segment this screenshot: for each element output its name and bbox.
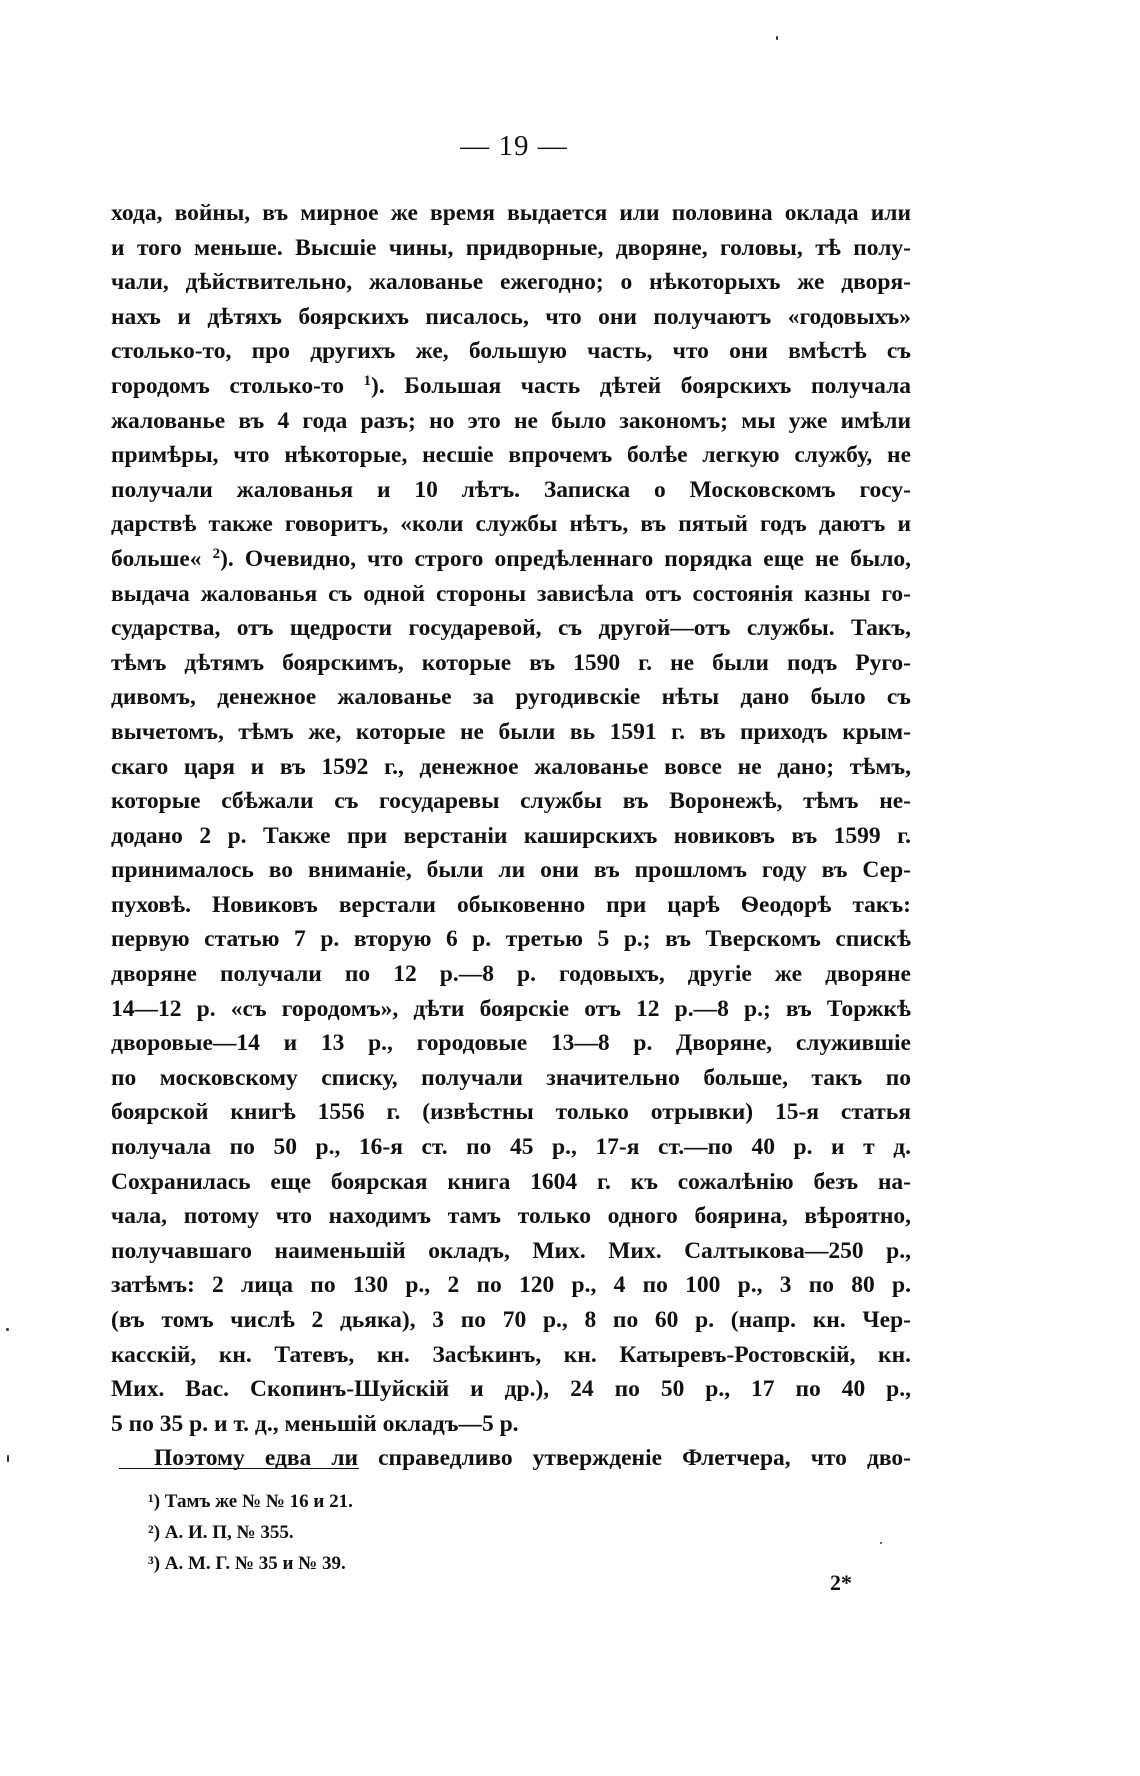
scan-speck [776, 36, 778, 40]
footnote-divider [119, 1468, 359, 1469]
text-line: вычетомъ, тѣмъ же, которые не были вь 1591 г. въ приходъ крым- [111, 718, 911, 745]
text-line: жалованье въ 4 года разъ; но это не было закономъ; мы уже имѣли [111, 407, 911, 434]
text-line: сударства, отъ щедрости государевой, съ другой—отъ службы. Такъ, [111, 615, 911, 642]
text-line: первую статью 7 р. вторую 6 р. третью 5 р.; въ Тверскомъ спискѣ [111, 926, 911, 953]
text-line [111, 542, 911, 577]
text-line: дарствѣ также говоритъ, «коли службы нѣтъ, въ пятый годъ даютъ и [111, 511, 911, 538]
text-line: затѣмъ: 2 лица по 130 р., 2 по 120 р., 4 по 100 р., 3 по 80 р. [111, 1272, 911, 1299]
text-line: (въ томъ числѣ 2 дьяка), 3 по 70 р., 8 по 60 р. (напр. кн. Чер- [111, 1307, 911, 1333]
footnote: ¹) Тамъ же № № 16 и 21. [148, 1491, 353, 1512]
text-line: дворяне получали по 12 р.—8 р. годовыхъ, другіе же дворяне [111, 961, 911, 988]
text-line: 5 по 35 р. и т. д., меньшій окладъ—5 р. [111, 1410, 519, 1437]
text-segment: городомъ столько-то [111, 372, 344, 399]
text-line: пуховѣ. Новиковъ верстали обыковенно при царѣ Ѳеодорѣ такъ: [111, 891, 911, 918]
text-line: скаго царя и въ 1592 г., денежное жалованье вовсе не дано; тѣмъ, [111, 753, 911, 780]
text-line: боярской книгѣ 1556 г. (извѣстны только отрывки) 15-я статья [111, 1099, 911, 1126]
text-line: которые сбѣжали съ государевы службы въ Воронежѣ, тѣмъ не- [111, 788, 911, 815]
scan-speck [7, 1455, 9, 1462]
text-line: столько-то, про другихъ же, большую часть, что они вмѣстѣ съ [111, 338, 911, 365]
text-line: чала, потому что находимъ тамъ только одного боярина, вѣроятно, [111, 1203, 911, 1230]
text-line: получала по 50 р., 16-я ст. по 45 р., 17-я ст.—по 40 р. и т д. [111, 1134, 911, 1161]
text-line: Поэтому едва ли справедливо утвержденіе Флетчера, что дво- [154, 1445, 911, 1472]
text-line: чали, дѣйствительно, жалованье ежегодно; о нѣкоторыхъ же дворя- [111, 269, 911, 296]
text-line: по московскому списку, получали значительно больше, такъ по [111, 1064, 911, 1091]
footnotes [148, 1486, 353, 1579]
text-line: дворовые—14 и 13 р., городовые 13—8 р. Дворяне, служившіе [111, 1030, 911, 1057]
text-line: нахъ и дѣтяхъ боярскихъ писалось, что они получаютъ «годовыхъ» [111, 303, 911, 330]
text-line: принималось во вниманіе, были ли они въ прошломъ году въ Сер- [111, 857, 911, 884]
signature-mark: 2* [830, 1570, 852, 1595]
text-line: касскій, кн. Татевъ, кн. Засѣкинъ, кн. Катыревъ-Ростовскій, кн. [111, 1341, 911, 1368]
text-segment: больше« [111, 545, 202, 572]
text-line: и того меньше. Высшіе чины, придворные, дворяне, головы, тѣ полу- [111, 234, 911, 261]
text-line: Сохранилась еще боярская книга 1604 г. къ сожалѣнію безъ на- [111, 1168, 911, 1195]
text-line: Мих. Вас. Скопинъ-Шуйскій и др.), 24 по 50 р., 17 по 40 р., [111, 1376, 911, 1403]
footnote: ³) А. М. Г. № 35 и № 39. [148, 1553, 346, 1574]
text-line: примѣры, что нѣкоторые, несшіе впрочемъ болѣе легкую службу, не [111, 442, 911, 469]
text-segment: ). Очевидно, что строго опредѣленнаго порядка еще не было, [220, 545, 912, 572]
text-line: дивомъ, денежное жалованье за ругодивскіе нѣты дано было съ [111, 684, 911, 711]
scan-speck [880, 1542, 882, 1544]
text-segment: ). Большая часть дѣтей боярскихъ получала [371, 372, 912, 399]
footnote-mark: 1 [363, 372, 372, 389]
text-line: получавшаго наименьшій окладъ, Мих. Мих. Салтыкова—250 р., [111, 1237, 911, 1264]
text-line: выдача жалованья съ одной стороны зависѣла отъ состоянія казны го- [111, 580, 911, 607]
footnote-mark: 2 [212, 545, 221, 562]
page-number: — 19 — [460, 130, 568, 162]
text-line: додано 2 р. Также при верстаніи каширскихъ новиковъ въ 1599 г. [111, 822, 911, 849]
text-line: тѣмъ дѣтямъ боярскимъ, которые въ 1590 г. не были подъ Руго- [111, 649, 911, 676]
text-line: хода, войны, въ мирное же время выдается или половина оклада или [111, 200, 911, 226]
text-line: получали жалованья и 10 лѣтъ. Записка о Московскомъ госу- [111, 476, 911, 503]
text-line: 14—12 р. «съ городомъ», дѣти боярскіе отъ 12 р.—8 р.; въ Торжкѣ [111, 995, 911, 1022]
footnote: ²) А. И. П, № 355. [148, 1522, 294, 1543]
text-line [111, 369, 911, 404]
scan-speck [6, 1328, 9, 1331]
body-text [111, 196, 911, 1476]
